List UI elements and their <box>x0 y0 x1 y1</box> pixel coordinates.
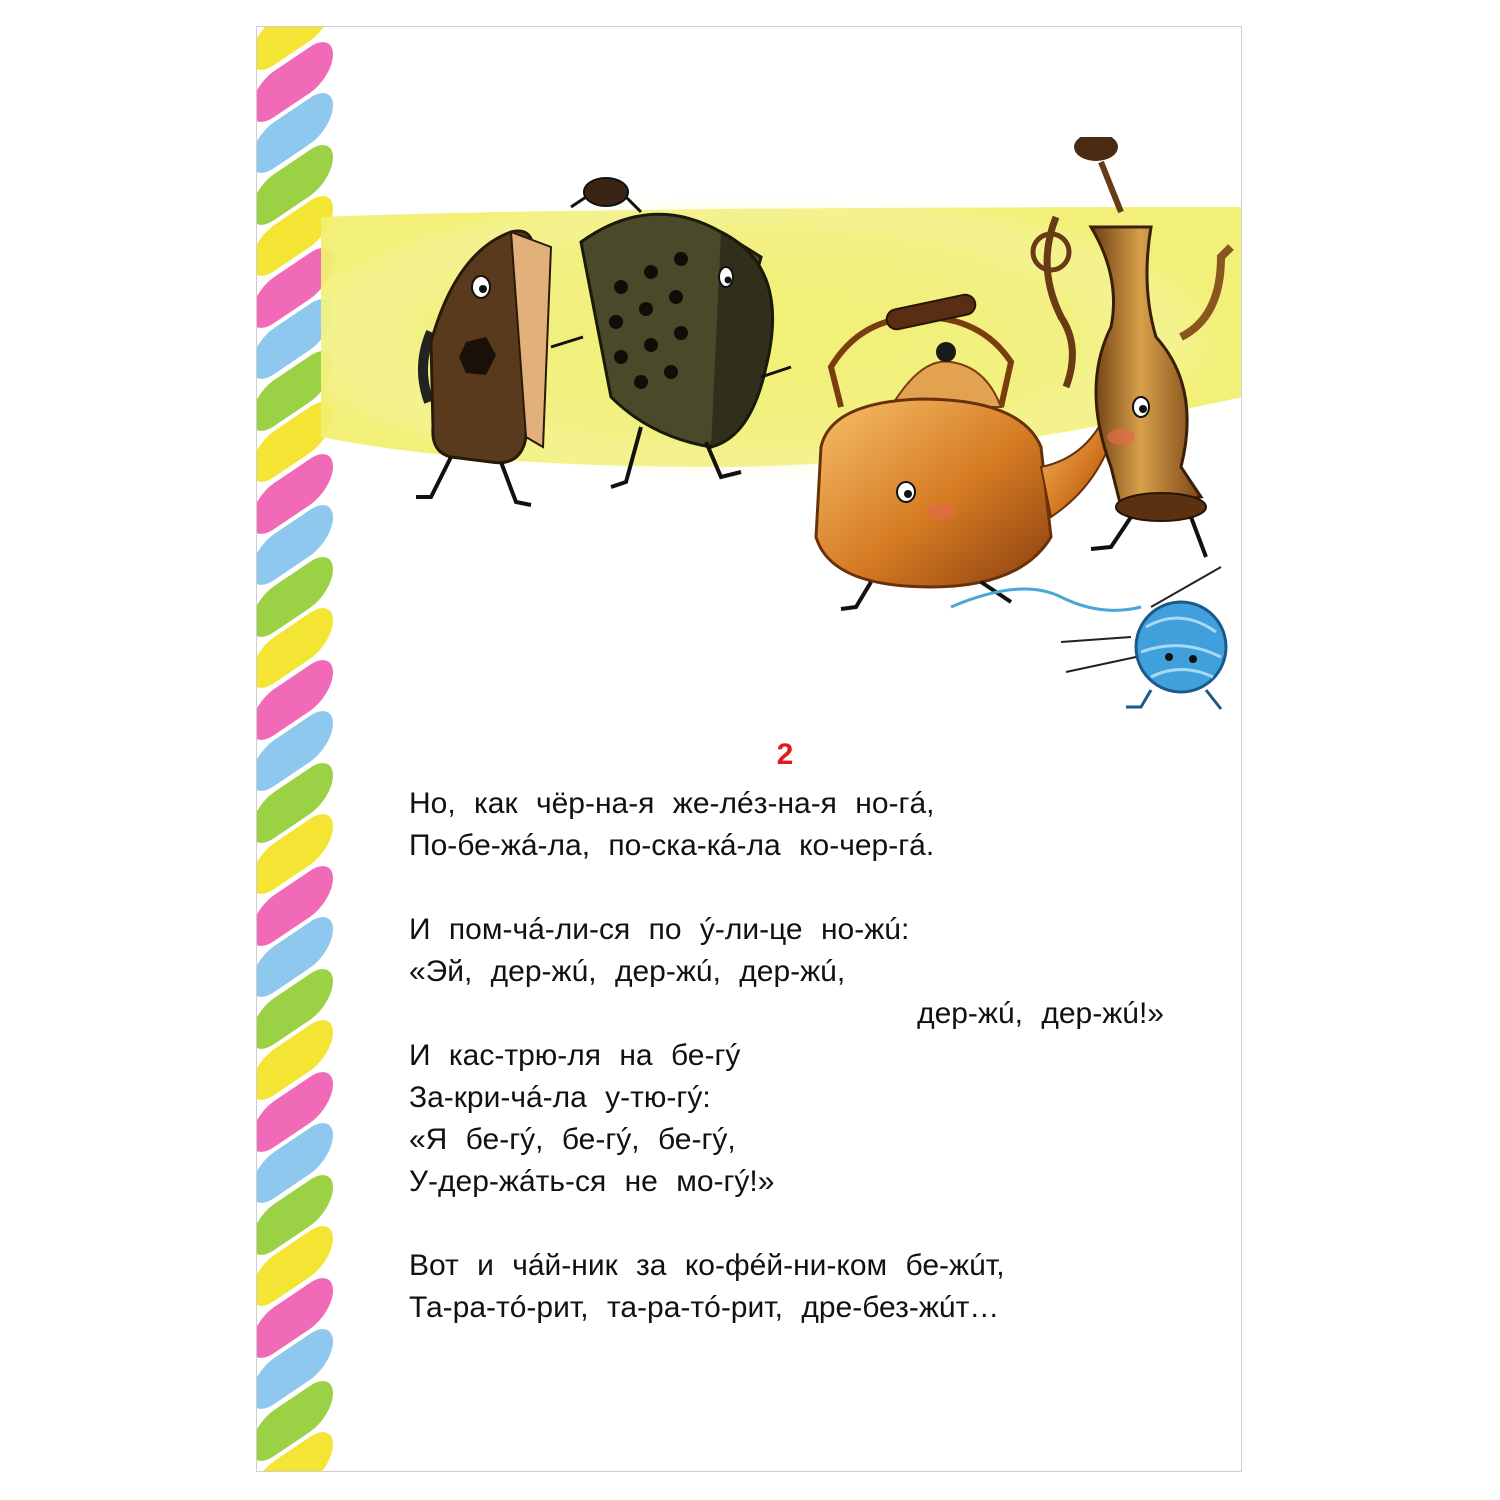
book-page <box>256 26 1242 1472</box>
poem-line: «Эй, дер-жú, дер-жú, дер-жú, <box>409 955 846 988</box>
poem-line: За-кри-чá-ла у-тю-гý: <box>409 1081 711 1114</box>
poem-line: «Я бе-гý, бе-гý, бе-гý, <box>409 1123 736 1156</box>
poem-line: По-бе-жá-ла, по-ска-кá-ла ко-чер-гá. <box>409 829 935 862</box>
illustration <box>321 137 1242 737</box>
poem-line: Та-ра-тó-рит, та-ра-тó-рит, дре-без-жúт… <box>409 1291 1000 1324</box>
verse-number: 2 <box>776 738 794 771</box>
poem-line: Вот и чáй-ник за ко-фéй-ни-ком бе-жúт, <box>409 1249 1005 1282</box>
poem-text <box>409 783 1169 1329</box>
poem-line: И кас-трю-ля на бе-гý <box>409 1039 741 1072</box>
poem-line: У-дер-жáть-ся не мо-гý!» <box>409 1165 775 1198</box>
poem-line: дер-жú, дер-жú!» <box>917 997 1164 1030</box>
poem-line: Но, как чёр-на-я же-лéз-на-я но-гá, <box>409 787 935 820</box>
poem-line: И пом-чá-ли-ся по ý-ли-це но-жú: <box>409 913 910 946</box>
